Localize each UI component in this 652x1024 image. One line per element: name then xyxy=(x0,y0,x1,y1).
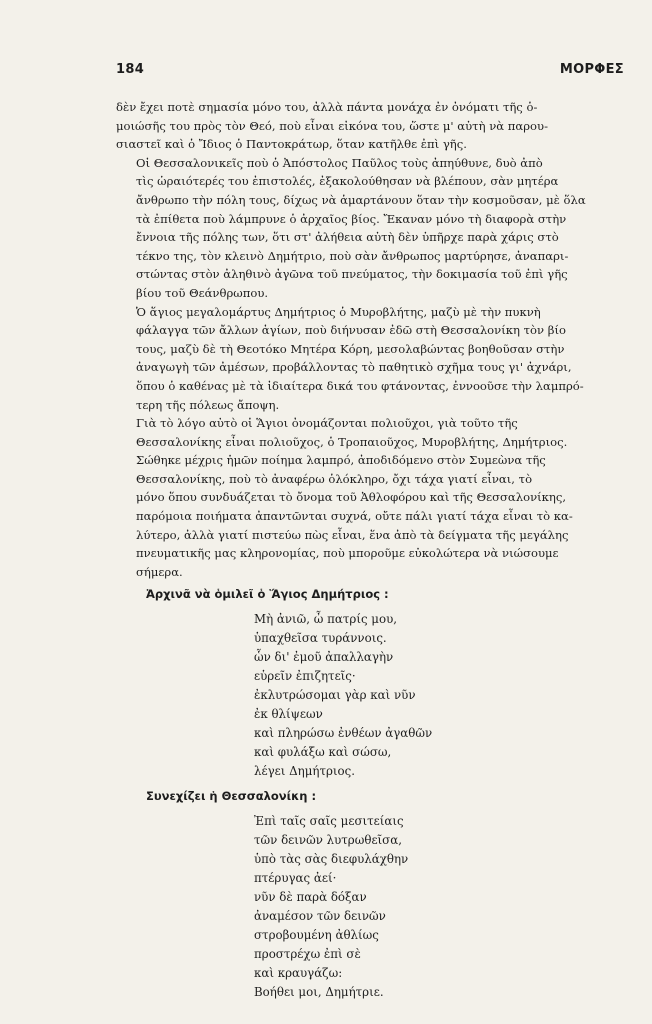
text-line: τερη τῆς πόλεως ἄποψη. xyxy=(136,397,280,412)
verse-line: καὶ κραυγάζω: xyxy=(254,965,343,980)
text-line: Οἱ Θεσσαλονικεῖς ποὺ ὁ Ἀπόστολος Παῦλος τοὺς ἀπηύθυνε, δυὸ ἀπὸ xyxy=(136,155,543,170)
page-number: 184 xyxy=(116,62,145,77)
verse-line: ἐκλυτρώσομαι γὰρ καὶ νῦν xyxy=(254,688,416,703)
text-line: σήμερα. xyxy=(136,564,183,579)
text-line: τέκνο της, τὸν κλεινὸ Δημήτριο, ποὺ σὰν ἄνθρωπος μαρτύρησε, ἀναπαρι- xyxy=(136,248,569,263)
text-line: σιαστεῖ καὶ ὁ Ἴδιος ὁ Παντοκράτωρ, ὅταν κατῆλθε ἐπὶ γῆς. xyxy=(116,137,467,152)
verse-line: Βοήθει μοι, Δημήτριε. xyxy=(254,984,384,999)
paragraph xyxy=(116,451,626,581)
verse-line: τῶν δεινῶν λυτρωθεῖσα, xyxy=(254,832,402,847)
verse-line: καὶ φυλάξω καὶ σώσω, xyxy=(254,745,392,760)
verse-line: ἀναμέσον τῶν δεινῶν xyxy=(254,908,386,923)
poem-speaker: Συνεχίζει ἡ Θεσσαλονίκη : xyxy=(146,789,317,804)
text-line: ἔννοια τῆς πόλης των, ὅτι στ' ἀλήθεια αὐτὴ δὲν ὑπῆρχε παρὰ χάρις στὸ xyxy=(136,230,559,245)
text-line: Ὁ ἅγιος μεγαλομάρτυς Δημήτριος ὁ Μυροβλήτης, μαζὺ μὲ τὴν πυκνὴ xyxy=(136,304,541,319)
text-line: λύτερο, ἀλλὰ γιατί πιστεύω πὼς εἶναι, ἕνα ἀπὸ τὰ δείγματα τῆς μεγάλης xyxy=(136,527,569,542)
text-line: φάλαγγα τῶν ἄλλων ἁγίων, ποὺ διήνυσαν ἐδῶ στὴ Θεσσαλονίκη τὸν βίο xyxy=(136,323,566,338)
text-line: βίου τοῦ Θεάνθρωπου. xyxy=(136,285,269,300)
poem-stanza xyxy=(254,610,626,781)
poem-stanza xyxy=(254,812,626,1002)
verse-line: νῦν δὲ παρὰ δόξαν xyxy=(254,889,367,904)
paragraph xyxy=(116,303,626,415)
verse-line: ὑπὸ τὰς σὰς διεφυλάχθην xyxy=(254,851,409,866)
text-line: μόνο ὅπου συνδυάζεται τὸ ὄνομα τοῦ Ἀθλοφόρου καὶ τῆς Θεσσαλονίκης, xyxy=(136,490,567,505)
text-line: παρόμοια ποιήματα ἀπαντῶνται συχνά, οὔτε πάλι γιατί τάχα εἶναι τὸ κα- xyxy=(136,509,573,524)
text-line: τὰ ἐπίθετα ποὺ λάμπρυνε ὁ ἀρχαῖος βίος. Ἔκαναν μόνο τὴ διαφορὰ στὴν xyxy=(136,211,567,226)
text-line: ἄνθρωπο τὴν πόλη τους, δίχως νὰ ἁμαρτάνουν ὅταν τὴν κοσμοῦσαν, μὲ ὅλα xyxy=(136,192,586,207)
verse-line: ὑπαχθεῖσα τυράννοις. xyxy=(254,631,387,646)
text-line: Σώθηκε μέχρις ἡμῶν ποίημα λαμπρό, ἀποδιδόμενο στὸν Συμεὼνα τῆς xyxy=(136,453,546,468)
verse-line: στροβουμένη ἀθλίως xyxy=(254,927,379,942)
verse-line: καὶ πληρώσω ἐνθέων ἀγαθῶν xyxy=(254,726,433,741)
paragraph xyxy=(116,98,626,154)
page-body xyxy=(116,98,626,1008)
text-line: Θεσσαλονίκης, ποὺ τὸ ἀναφέρω ὁλόκληρο, ὄχι τάχα γιατί εἶναι, τὸ xyxy=(136,471,533,486)
verse-line: λέγει Δημήτριος. xyxy=(254,764,355,779)
running-title: ΜΟΡΦΕΣ xyxy=(559,62,624,77)
text-line: ἀναγωγὴ τῶν ἀμέσων, προβάλλοντας τὸ παθητικὸ σχῆμα τους γι' ἀχνάρι, xyxy=(136,360,572,375)
verse-line: ἐκ θλίψεων xyxy=(254,707,323,722)
text-line: ὅπου ὁ καθένας μὲ τὰ ἰδιαίτερα δικά του φτάνοντας, ἐννοοῦσε τὴν λαμπρό- xyxy=(136,378,584,393)
text-line: μοιώσῆς του πρὸς τὸν Θεό, ποὺ εἶναι εἰκόνα του, ὥστε μ' αὐτὴ νὰ παρου- xyxy=(116,118,548,133)
verse-line: Ἐπὶ ταῖς σαῖς μεσιτείαις xyxy=(254,813,404,828)
verse-line: εὑρεῖν ἐπιζητεῖς· xyxy=(254,669,356,684)
verse-line: πτέρυγας ἀεί· xyxy=(254,870,337,885)
verse-line: προστρέχω ἐπὶ σὲ xyxy=(254,946,361,961)
paragraph xyxy=(116,154,626,303)
page-header xyxy=(116,62,624,77)
poem-speaker: Ἀρχινᾶ νὰ ὁμιλεῖ ὁ Ἅγιος Δημήτριος : xyxy=(146,587,389,602)
verse-line: ὧν δι' ἐμοῦ ἀπαλλαγὴν xyxy=(254,650,394,665)
text-line: τὶς ὡραιότερές του ἐπιστολές, ἐξακολούθησαν νὰ βλέπουν, σὰν μητέρα xyxy=(136,174,559,189)
verse-line: Μὴ ἀνιῶ, ὦ πατρίς μου, xyxy=(254,612,398,627)
text-line: Γιὰ τὸ λόγο αὐτὸ οἱ Ἅγιοι ὀνομάζονται πολιοῦχοι, γιὰ τοῦτο τῆς xyxy=(136,416,518,431)
text-line: στώντας στὸν ἀληθινὸ ἀγῶνα τοῦ πνεύματος, τὴν δοκιμασία τοῦ ἐπὶ γῆς xyxy=(136,267,568,282)
text-line: τους, μαζὺ δὲ τὴ Θεοτόκο Μητέρα Κόρη, μεσολαβώντας βοηθοῦσαν στὴν xyxy=(136,341,565,356)
text-line: πνευματικῆς μας κληρονομίας, ποὺ μποροῦμε εὐκολώτερα νὰ νιώσουμε xyxy=(136,546,559,561)
text-line: δὲν ἔχει ποτὲ σημασία μόνο του, ἀλλὰ πάντα μονάχα ἐν ὀνόματι τῆς ὁ- xyxy=(116,100,538,114)
paragraph xyxy=(116,414,626,451)
text-line: Θεσσαλονίκης εἶναι πολιοῦχος, ὁ Τροπαιοῦχος, Μυροβλήτης, Δημήτριος. xyxy=(136,434,568,449)
